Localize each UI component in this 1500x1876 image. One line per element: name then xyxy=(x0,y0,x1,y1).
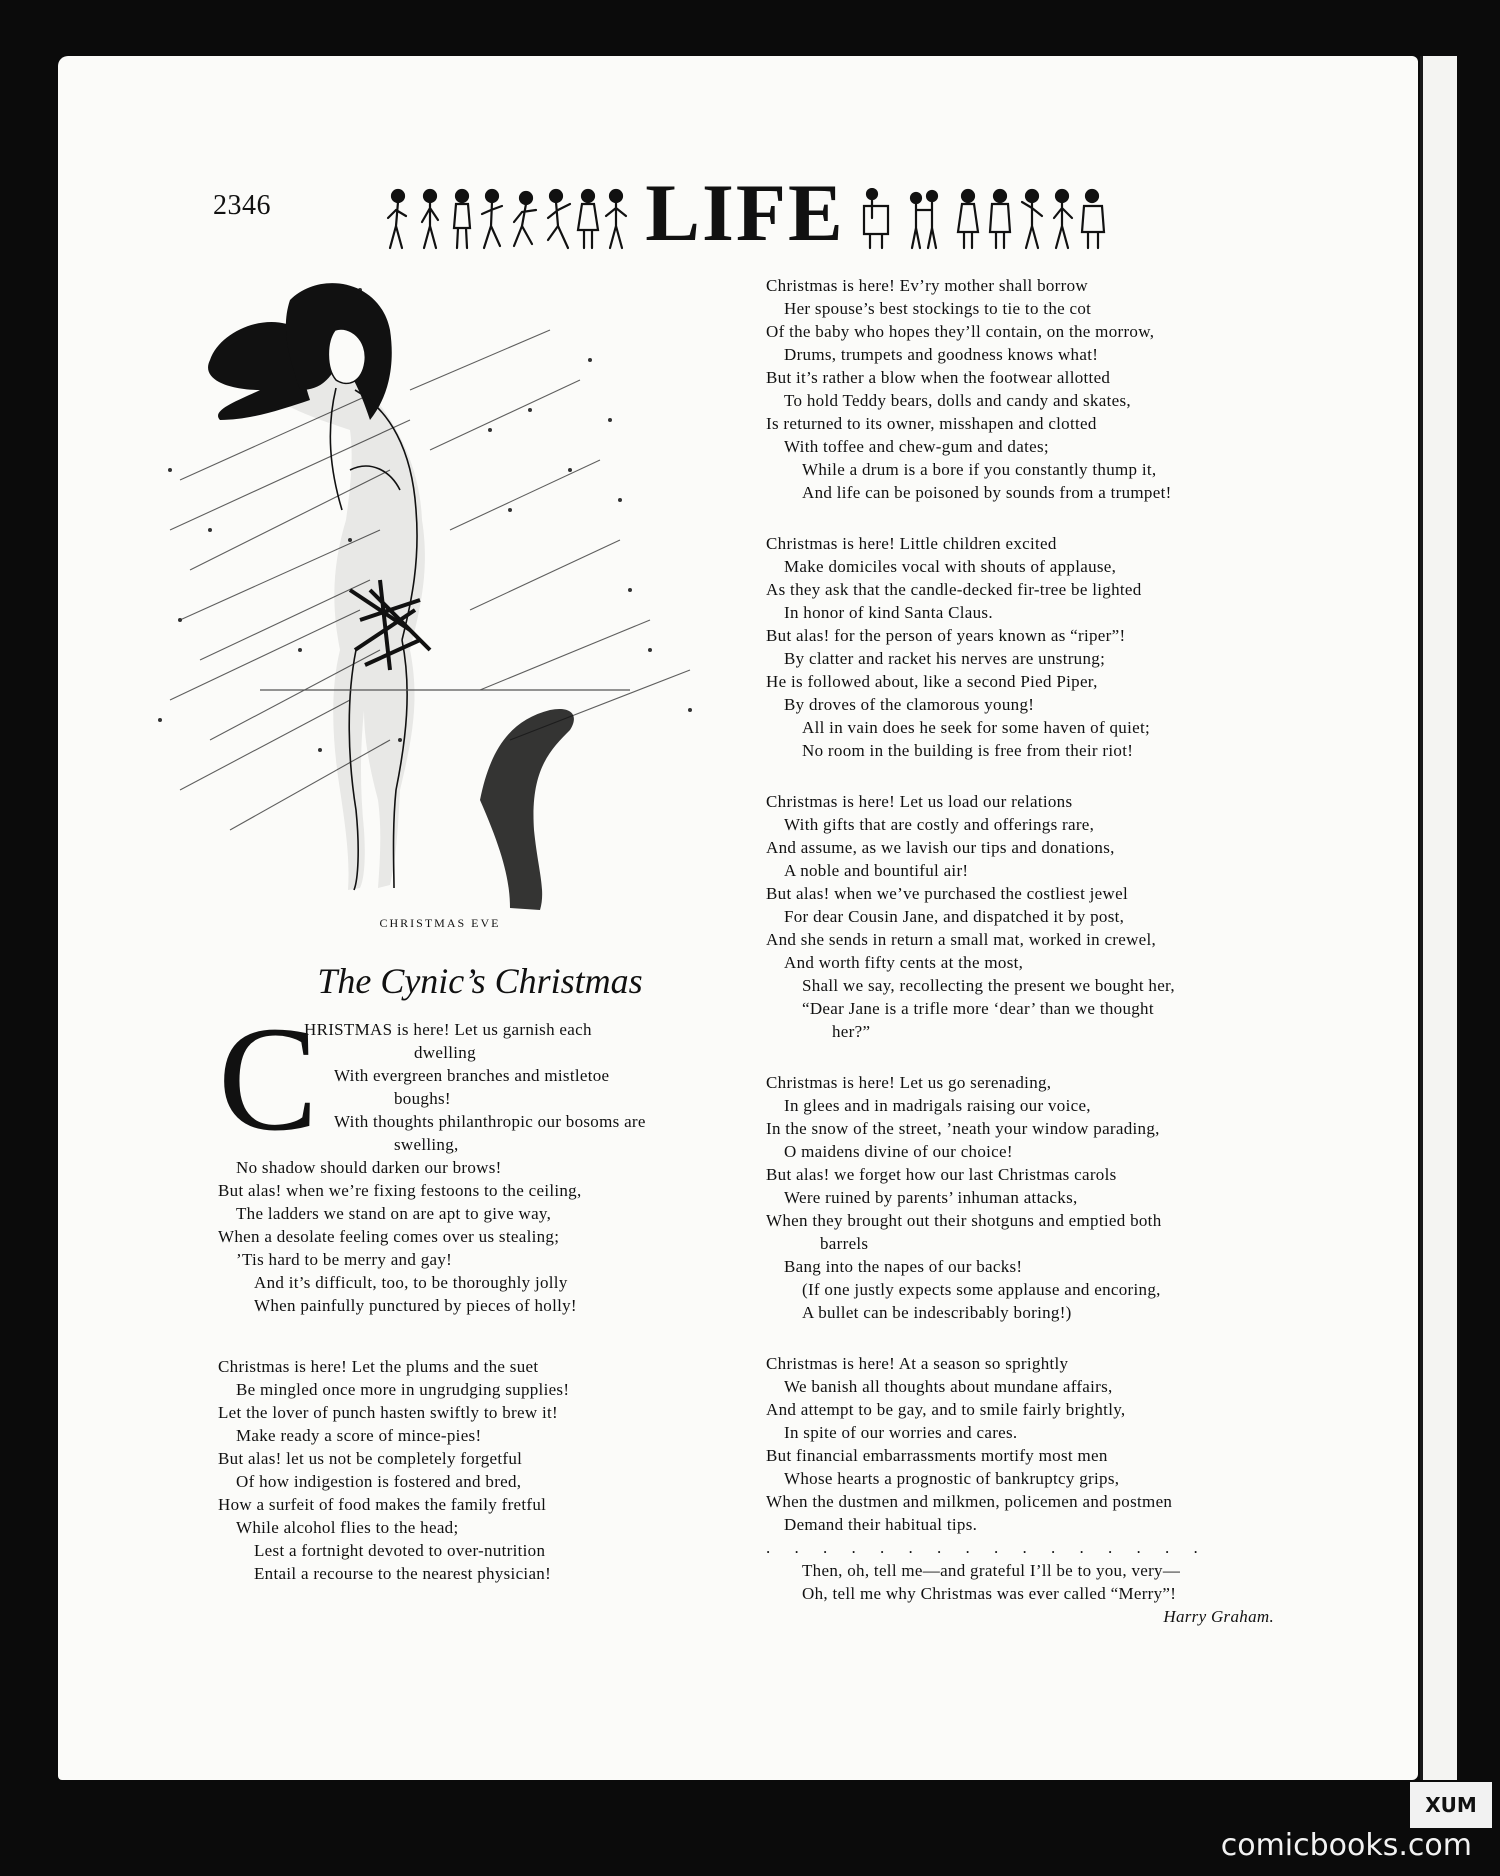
masthead-figures-left xyxy=(380,188,635,254)
poem-line: The ladders we stand on are apt to give way, xyxy=(236,1204,552,1223)
poem-line: Were ruined by parents’ inhuman attacks, xyxy=(784,1188,1078,1207)
poem-line: Christmas is here! At a season so sprightly xyxy=(766,1354,1069,1373)
poem-line: While alcohol flies to the head; xyxy=(236,1518,459,1537)
author-signature: Harry Graham. xyxy=(1163,1607,1274,1626)
watermark-site: comicbooks.com xyxy=(1220,1828,1472,1863)
poem-line: A bullet can be indescribably boring!) xyxy=(802,1303,1072,1322)
poem-line: When a desolate feeling comes over us stealing; xyxy=(218,1227,560,1246)
right-column xyxy=(766,274,1286,1628)
stanza-7 xyxy=(766,1352,1286,1536)
poem-line: In the snow of the street, ’neath your window parading, xyxy=(766,1119,1160,1138)
poem-line: And attempt to be gay, and to smile fairly brightly, xyxy=(766,1400,1126,1419)
poem-line: (If one justly expects some applause and encoring, xyxy=(802,1280,1161,1299)
illustration-caption: CHRISTMAS EVE xyxy=(379,916,501,930)
poem-line: dwelling xyxy=(414,1043,476,1062)
poem-line: How a surfeit of food makes the family fretful xyxy=(218,1495,547,1514)
poem-line: Drums, trumpets and goodness knows what! xyxy=(784,345,1099,364)
poem-line: We banish all thoughts about mundane affairs, xyxy=(784,1377,1113,1396)
poem-title: The Cynic’s Christmas xyxy=(317,961,643,1001)
poem-line: In honor of kind Santa Claus. xyxy=(784,603,993,622)
poem-line: ’Tis hard to be merry and gay! xyxy=(236,1250,453,1269)
poem-line: And assume, as we lavish our tips and donations, xyxy=(766,838,1115,857)
masthead xyxy=(380,167,1110,258)
poem-line: No room in the building is free from their riot! xyxy=(802,741,1134,760)
left-column xyxy=(218,996,738,1585)
poem-line: Let the lover of punch hasten swiftly to brew it! xyxy=(218,1403,558,1422)
poem-line: Christmas is here! Let us go serenading, xyxy=(766,1073,1052,1092)
poem-line: Make ready a score of mince-pies! xyxy=(236,1426,482,1445)
poem-line: All in vain does he seek for some haven of quiet; xyxy=(802,718,1151,737)
poem-line: Shall we say, recollecting the present we bought her, xyxy=(802,976,1175,995)
poem-line: A noble and bountiful air! xyxy=(784,861,969,880)
poem-line: Is returned to its owner, misshapen and clotted xyxy=(766,414,1097,433)
poem-line: O maidens divine of our choice! xyxy=(784,1142,1013,1161)
stanza-3 xyxy=(766,274,1286,504)
poem-line: But it’s rather a blow when the footwear allotted xyxy=(766,368,1111,387)
masthead-title: LIFE xyxy=(645,167,845,258)
poem-line: “Dear Jane is a trifle more ‘dear’ than we thought xyxy=(802,999,1154,1018)
poem-line: He is followed about, like a second Pied Piper, xyxy=(766,672,1098,691)
poem-line: swelling, xyxy=(394,1135,459,1154)
poem-line: By clatter and racket his nerves are unstrung; xyxy=(784,649,1106,668)
christmas-eve-illustration xyxy=(150,270,730,910)
poem-line: When painfully punctured by pieces of holly! xyxy=(254,1296,577,1315)
poem-line: HRISTMAS is here! Let us garnish each xyxy=(304,1020,592,1039)
poem-line: With thoughts philanthropic our bosoms are xyxy=(334,1112,646,1131)
poem-line: And worth fifty cents at the most, xyxy=(784,953,1024,972)
poem-line: With toffee and chew-gum and dates; xyxy=(784,437,1049,456)
poem-line: boughs! xyxy=(394,1089,451,1108)
drop-cap: C xyxy=(218,996,319,1162)
poem-line: When the dustmen and milkmen, policemen and postmen xyxy=(766,1492,1173,1511)
poem-line: In spite of our worries and cares. xyxy=(784,1423,1018,1442)
stanza-5 xyxy=(766,790,1286,1043)
poem-line: But alas! when we’ve purchased the costliest jewel xyxy=(766,884,1128,903)
poem-line: barrels xyxy=(820,1234,869,1253)
poem-line: But alas! when we’re fixing festoons to the ceiling, xyxy=(218,1181,582,1200)
ellipsis-divider: . . . . . . . . . . . . . . . . xyxy=(766,1538,1208,1557)
dropcap-lines xyxy=(304,1018,744,1156)
poem-line: While a drum is a bore if you constantly thump it, xyxy=(802,460,1157,479)
poem-line: When they brought out their shotguns and emptied both xyxy=(766,1211,1162,1230)
poem-line: With gifts that are costly and offerings rare, xyxy=(784,815,1095,834)
poem-line: In glees and in madrigals raising our voice, xyxy=(784,1096,1091,1115)
poem-line: By droves of the clamorous young! xyxy=(784,695,1035,714)
poem-line: Oh, tell me why Christmas was ever called “Merry”! xyxy=(802,1584,1177,1603)
watermark-badge: XUM xyxy=(1410,1782,1492,1828)
poem-line: No shadow should darken our brows! xyxy=(236,1158,502,1177)
dropcap-block xyxy=(218,996,738,1162)
poem-line: Christmas is here! Let us load our relations xyxy=(766,792,1073,811)
poem-line: But alas! we forget how our last Christmas carols xyxy=(766,1165,1117,1184)
poem-line: Of the baby who hopes they’ll contain, on the morrow, xyxy=(766,322,1155,341)
poem-line: With evergreen branches and mistletoe xyxy=(334,1066,610,1085)
poem-line: Lest a fortnight devoted to over-nutrition xyxy=(254,1541,546,1560)
stanza-1-rest xyxy=(218,1156,738,1317)
stanza-2 xyxy=(218,1355,738,1585)
poem-line: But alas! let us not be completely forgetful xyxy=(218,1449,523,1468)
masthead-figures-right xyxy=(858,188,1110,254)
poem-line: Bang into the napes of our backs! xyxy=(784,1257,1023,1276)
stanza-4 xyxy=(766,532,1286,762)
poem-line: Be mingled once more in ungrudging supplies! xyxy=(236,1380,570,1399)
next-page-edge xyxy=(1420,56,1457,1780)
poem-line: And it’s difficult, too, to be thoroughly jolly xyxy=(254,1273,568,1292)
stanza-6 xyxy=(766,1071,1286,1324)
poem-line: Demand their habitual tips. xyxy=(784,1515,978,1534)
poem-line: And she sends in return a small mat, worked in crewel, xyxy=(766,930,1157,949)
poem-line: Of how indigestion is fostered and bred, xyxy=(236,1472,522,1491)
poem-line: Christmas is here! Let the plums and the suet xyxy=(218,1357,539,1376)
poem-line: Christmas is here! Little children excited xyxy=(766,534,1057,553)
poem-line: But alas! for the person of years known as “riper”! xyxy=(766,626,1126,645)
poem-line: Whose hearts a prognostic of bankruptcy grips, xyxy=(784,1469,1120,1488)
poem-line: But financial embarrassments mortify most men xyxy=(766,1446,1108,1465)
page-number: 2346 xyxy=(213,190,271,221)
poem-line: To hold Teddy bears, dolls and candy and skates, xyxy=(784,391,1131,410)
poem-line: Christmas is here! Ev’ry mother shall borrow xyxy=(766,276,1088,295)
poem-line: Make domiciles vocal with shouts of applause, xyxy=(784,557,1117,576)
poem-line: Her spouse’s best stockings to tie to the cot xyxy=(784,299,1092,318)
poem-line: As they ask that the candle-decked fir-tree be lighted xyxy=(766,580,1142,599)
poem-line: her?” xyxy=(832,1022,871,1041)
poem-line: Entail a recourse to the nearest physician! xyxy=(254,1564,552,1583)
poem-line: For dear Cousin Jane, and dispatched it by post, xyxy=(784,907,1125,926)
poem-line: Then, oh, tell me—and grateful I’ll be to you, very— xyxy=(802,1561,1181,1580)
poem-line: And life can be poisoned by sounds from a trumpet! xyxy=(802,483,1172,502)
